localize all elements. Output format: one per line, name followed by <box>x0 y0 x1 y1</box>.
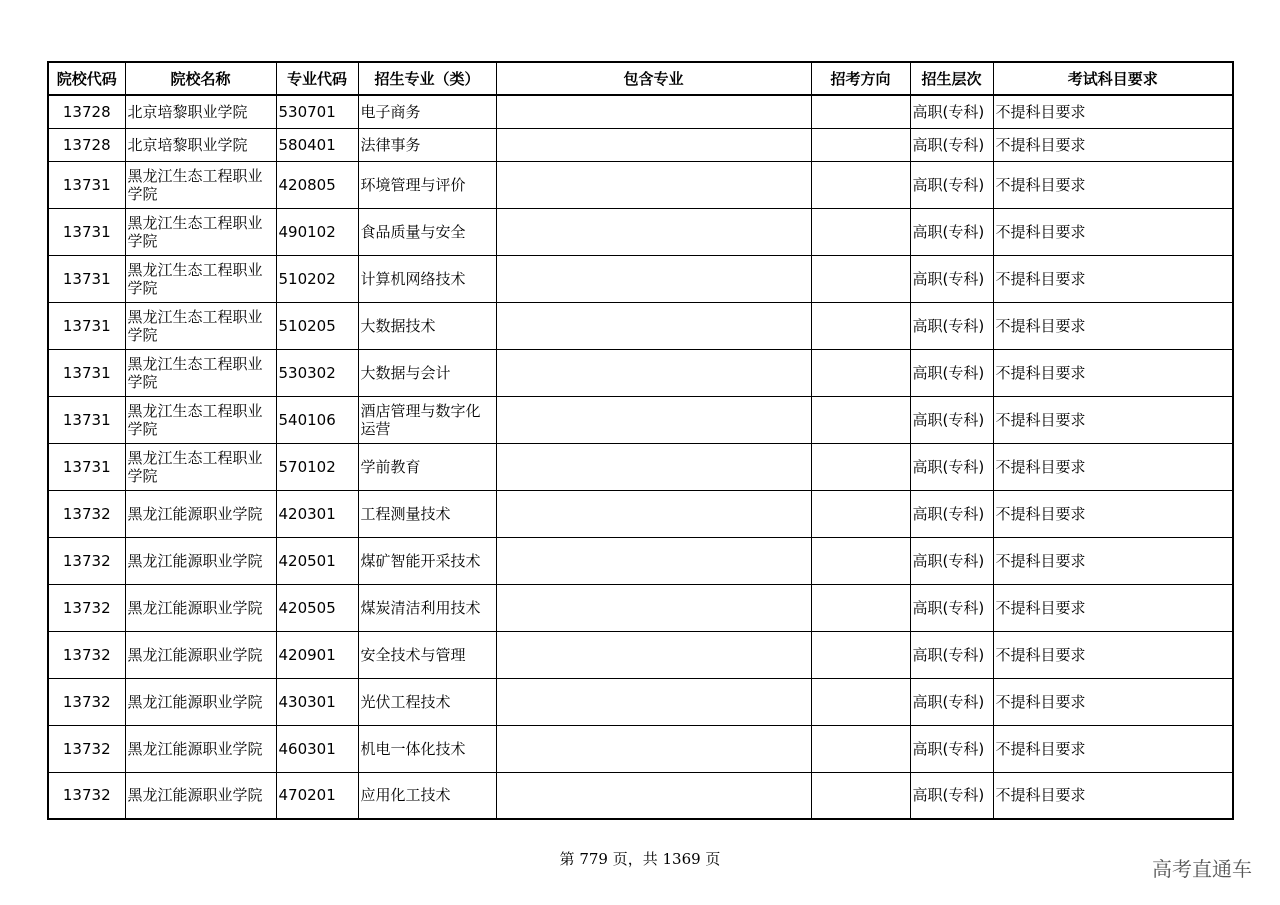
cell-school-name: 黑龙江能源职业学院 <box>125 725 276 772</box>
cell-school-code: 13728 <box>48 128 125 161</box>
cell-major-code: 580401 <box>276 128 358 161</box>
table-row <box>48 678 1233 725</box>
cell-school-code: 13732 <box>48 725 125 772</box>
table-row <box>48 396 1233 443</box>
cell-requirement: 不提科目要求 <box>993 490 1233 537</box>
page-number: 第 779 页，共 1369 页 <box>559 850 721 868</box>
cell-school-name: 黑龙江能源职业学院 <box>125 490 276 537</box>
table-row <box>48 255 1233 302</box>
cell-direction <box>811 161 910 208</box>
cell-level: 高职(专科) <box>910 128 993 161</box>
col-header-included-majors: 包含专业 <box>496 62 811 95</box>
col-header-direction: 招考方向 <box>811 62 910 95</box>
table-row <box>48 490 1233 537</box>
cell-school-code: 13732 <box>48 631 125 678</box>
cell-requirement: 不提科目要求 <box>993 396 1233 443</box>
table-row <box>48 725 1233 772</box>
cell-major: 大数据与会计 <box>358 349 496 396</box>
table-row <box>48 161 1233 208</box>
cell-school-name: 黑龙江能源职业学院 <box>125 631 276 678</box>
table-row <box>48 631 1233 678</box>
cell-major: 应用化工技术 <box>358 772 496 819</box>
cell-included-majors <box>496 208 811 255</box>
cell-included-majors <box>496 128 811 161</box>
cell-level: 高职(专科) <box>910 678 993 725</box>
cell-level: 高职(专科) <box>910 95 993 128</box>
table-row <box>48 208 1233 255</box>
table-row <box>48 95 1233 128</box>
cell-direction <box>811 208 910 255</box>
cell-major: 煤炭清洁利用技术 <box>358 584 496 631</box>
cell-direction <box>811 725 910 772</box>
cell-level: 高职(专科) <box>910 631 993 678</box>
cell-requirement: 不提科目要求 <box>993 208 1233 255</box>
cell-major-code: 420805 <box>276 161 358 208</box>
cell-included-majors <box>496 161 811 208</box>
cell-major-code: 420505 <box>276 584 358 631</box>
cell-major-code: 490102 <box>276 208 358 255</box>
cell-major-code: 510205 <box>276 302 358 349</box>
cell-school-name: 黑龙江能源职业学院 <box>125 537 276 584</box>
cell-school-name: 北京培黎职业学院 <box>125 128 276 161</box>
table-row <box>48 443 1233 490</box>
cell-major: 光伏工程技术 <box>358 678 496 725</box>
cell-requirement: 不提科目要求 <box>993 584 1233 631</box>
header-row <box>48 62 1233 95</box>
cell-requirement: 不提科目要求 <box>993 678 1233 725</box>
table-row <box>48 128 1233 161</box>
cell-school-code: 13731 <box>48 255 125 302</box>
cell-major-code: 540106 <box>276 396 358 443</box>
table-row <box>48 349 1233 396</box>
cell-school-code: 13732 <box>48 537 125 584</box>
cell-requirement: 不提科目要求 <box>993 772 1233 819</box>
cell-direction <box>811 255 910 302</box>
cell-included-majors <box>496 396 811 443</box>
cell-level: 高职(专科) <box>910 349 993 396</box>
cell-major: 食品质量与安全 <box>358 208 496 255</box>
cell-included-majors <box>496 443 811 490</box>
cell-direction <box>811 443 910 490</box>
cell-school-name: 黑龙江能源职业学院 <box>125 584 276 631</box>
cell-major-code: 430301 <box>276 678 358 725</box>
cell-requirement: 不提科目要求 <box>993 443 1233 490</box>
col-header-level: 招生层次 <box>910 62 993 95</box>
cell-level: 高职(专科) <box>910 208 993 255</box>
cell-requirement: 不提科目要求 <box>993 537 1233 584</box>
cell-direction <box>811 678 910 725</box>
cell-school-name: 黑龙江生态工程职业学院 <box>125 443 276 490</box>
cell-school-code: 13731 <box>48 161 125 208</box>
cell-major: 安全技术与管理 <box>358 631 496 678</box>
cell-direction <box>811 396 910 443</box>
cell-school-code: 13732 <box>48 490 125 537</box>
cell-major: 酒店管理与数字化运营 <box>358 396 496 443</box>
cell-direction <box>811 631 910 678</box>
cell-direction <box>811 537 910 584</box>
cell-major: 大数据技术 <box>358 302 496 349</box>
cell-requirement: 不提科目要求 <box>993 95 1233 128</box>
cell-major: 法律事务 <box>358 128 496 161</box>
cell-included-majors <box>496 631 811 678</box>
cell-major-code: 470201 <box>276 772 358 819</box>
cell-direction <box>811 584 910 631</box>
cell-level: 高职(专科) <box>910 537 993 584</box>
majors-table <box>47 61 1234 820</box>
cell-school-name: 黑龙江生态工程职业学院 <box>125 349 276 396</box>
cell-school-name: 黑龙江生态工程职业学院 <box>125 208 276 255</box>
cell-school-name: 黑龙江能源职业学院 <box>125 678 276 725</box>
cell-school-name: 黑龙江能源职业学院 <box>125 772 276 819</box>
cell-level: 高职(专科) <box>910 490 993 537</box>
cell-direction <box>811 128 910 161</box>
cell-school-code: 13731 <box>48 349 125 396</box>
cell-school-code: 13732 <box>48 584 125 631</box>
cell-included-majors <box>496 255 811 302</box>
col-header-major-code: 专业代码 <box>276 62 358 95</box>
cell-level: 高职(专科) <box>910 255 993 302</box>
cell-direction <box>811 349 910 396</box>
table-row <box>48 537 1233 584</box>
cell-major: 电子商务 <box>358 95 496 128</box>
cell-direction <box>811 302 910 349</box>
cell-major-code: 530701 <box>276 95 358 128</box>
cell-major-code: 420301 <box>276 490 358 537</box>
cell-school-code: 13732 <box>48 678 125 725</box>
cell-requirement: 不提科目要求 <box>993 302 1233 349</box>
cell-direction <box>811 772 910 819</box>
cell-requirement: 不提科目要求 <box>993 161 1233 208</box>
cell-included-majors <box>496 537 811 584</box>
cell-level: 高职(专科) <box>910 161 993 208</box>
cell-school-name: 黑龙江生态工程职业学院 <box>125 302 276 349</box>
cell-school-code: 13731 <box>48 443 125 490</box>
cell-school-name: 黑龙江生态工程职业学院 <box>125 161 276 208</box>
cell-school-name: 北京培黎职业学院 <box>125 95 276 128</box>
cell-school-code: 13732 <box>48 772 125 819</box>
cell-major: 机电一体化技术 <box>358 725 496 772</box>
cell-major: 煤矿智能开采技术 <box>358 537 496 584</box>
cell-requirement: 不提科目要求 <box>993 631 1233 678</box>
cell-major-code: 570102 <box>276 443 358 490</box>
cell-included-majors <box>496 584 811 631</box>
cell-major: 学前教育 <box>358 443 496 490</box>
cell-level: 高职(专科) <box>910 443 993 490</box>
cell-major: 计算机网络技术 <box>358 255 496 302</box>
cell-level: 高职(专科) <box>910 584 993 631</box>
cell-major-code: 420901 <box>276 631 358 678</box>
cell-school-code: 13731 <box>48 208 125 255</box>
table-row <box>48 772 1233 819</box>
cell-included-majors <box>496 490 811 537</box>
cell-direction <box>811 95 910 128</box>
cell-school-name: 黑龙江生态工程职业学院 <box>125 396 276 443</box>
cell-major-code: 460301 <box>276 725 358 772</box>
col-header-school-name: 院校名称 <box>125 62 276 95</box>
cell-school-code: 13731 <box>48 302 125 349</box>
cell-requirement: 不提科目要求 <box>993 128 1233 161</box>
table-row <box>48 584 1233 631</box>
cell-school-name: 黑龙江生态工程职业学院 <box>125 255 276 302</box>
cell-major-code: 420501 <box>276 537 358 584</box>
cell-requirement: 不提科目要求 <box>993 255 1233 302</box>
col-header-requirement: 考试科目要求 <box>993 62 1233 95</box>
cell-school-code: 13731 <box>48 396 125 443</box>
cell-included-majors <box>496 95 811 128</box>
col-header-school-code: 院校代码 <box>48 62 125 95</box>
cell-requirement: 不提科目要求 <box>993 349 1233 396</box>
cell-major: 工程测量技术 <box>358 490 496 537</box>
cell-direction <box>811 490 910 537</box>
cell-included-majors <box>496 302 811 349</box>
col-header-major: 招生专业（类） <box>358 62 496 95</box>
watermark: 高考直通车 <box>1152 857 1252 881</box>
cell-level: 高职(专科) <box>910 302 993 349</box>
cell-included-majors <box>496 349 811 396</box>
cell-level: 高职(专科) <box>910 772 993 819</box>
cell-level: 高职(专科) <box>910 725 993 772</box>
cell-included-majors <box>496 678 811 725</box>
cell-requirement: 不提科目要求 <box>993 725 1233 772</box>
cell-major-code: 510202 <box>276 255 358 302</box>
cell-major-code: 530302 <box>276 349 358 396</box>
cell-major: 环境管理与评价 <box>358 161 496 208</box>
cell-included-majors <box>496 725 811 772</box>
cell-school-code: 13728 <box>48 95 125 128</box>
cell-included-majors <box>496 772 811 819</box>
cell-level: 高职(专科) <box>910 396 993 443</box>
table-row <box>48 302 1233 349</box>
